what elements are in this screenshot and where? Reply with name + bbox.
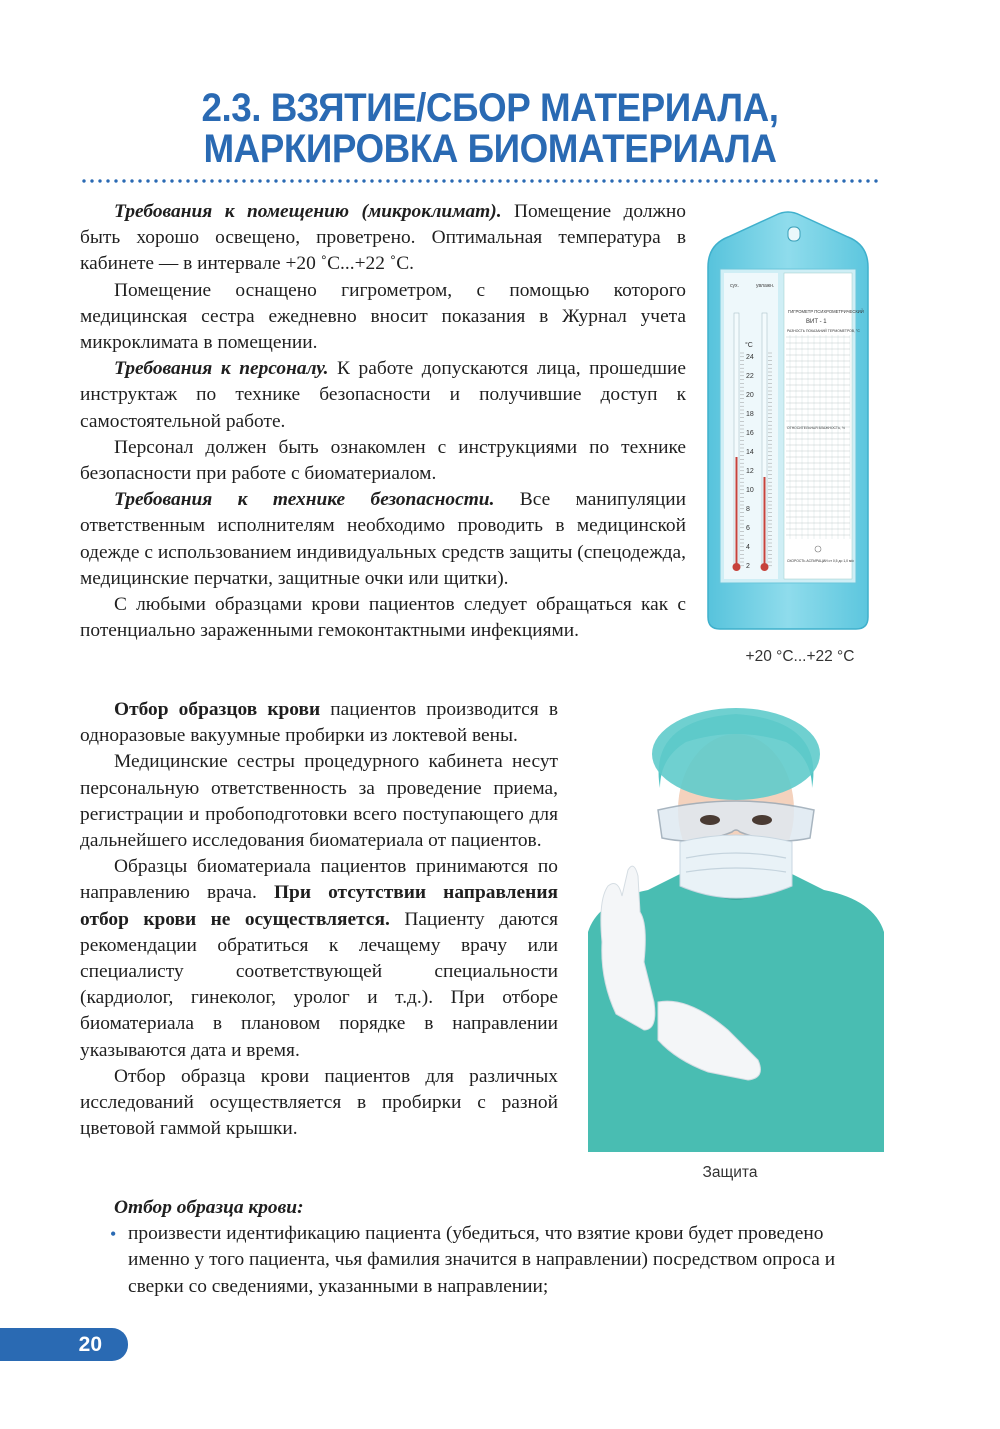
paragraph-blood-handling: С любыми образцами крови пациентов следует обращаться как с потенциально зараженными гемоконтактными инфекциями. [80,594,686,642]
text-referral-start: Образцы биоматериала пациентов принимаются по направлению врача. [80,856,558,904]
hygrometer-panel-title: ГИГРОМЕТР ПСИХРОМЕТРИЧЕСКИЙ [788,309,864,314]
hygrometer-caption: +20 °С...+22 °С [745,648,855,665]
paragraph-nurse-responsibility: Медицинские сестры процедурного кабинета несут персональную ответственность за проведение приема, регистрации и пробоподготовки всего поступающего для дальнейшего исследования биоматериала от пациентов. [80,751,558,852]
bullet-list [80,1221,886,1300]
paragraph-tube-colors: Отбор образца крови пациентов для различных исследований осуществляется в пробирки с разной цветовой гаммой крышки. [80,1065,558,1140]
scale-label: 4 [746,544,750,551]
scale-label: 6 [746,525,750,532]
scale-label: 22 [746,373,754,380]
paragraph-staff-requirements [80,356,686,435]
hygrometer-left-label: сух. [730,283,739,289]
text-room-requirements: Помещение должно быть хорошо освещено, проветрено. Оптимальная температура в кабинете — в интервале +20 ˚С...+22 ˚С. [80,201,686,275]
paragraph-room-requirements [80,199,686,278]
hygrometer-model: ВИТ - 1 [806,319,827,325]
list-item [80,1221,886,1300]
hygrometer-table-header-2: ОТНОСИТЕЛЬНАЯ ВЛАЖНОСТЬ, % [787,426,846,430]
text-staff-requirements: К работе допускаются лица, прошедшие инструктаж по технике безопасности и получившие доступ к самостоятельной работе. [80,358,686,432]
scale-label: 2 [746,563,750,570]
paragraph-referral [80,854,558,1064]
paragraph-safety-requirements [80,487,686,592]
paragraph-staff-instructions: Персонал должен быть ознакомлен с инструкциями по технике безопасности при работе с биоматериалом. [80,436,686,485]
scale-label: 12 [746,468,754,475]
scale-label: 10 [746,487,754,494]
text-safety-requirements: Все манипуляции ответственным исполнителям необходимо проводить в медицинской одежде с использованием индивидуальных средств защиты (спецодежда, медицинские перчатки, защитные очки или щитки). [80,489,686,589]
hygrometer-unit: °С [745,342,753,349]
page-title-line-1: 2.3. ВЗЯТИЕ/СБОР МАТЕРИАЛА, [201,86,779,130]
list-item-text: произвести идентификацию пациента (убедиться, что взятие крови будет проведено именно у того пациента, чья фамилия значится в направлении) посредством опроса и сверки со сведениями, указанными в направлении; [128,1223,836,1297]
subheading-blood-sample [80,1195,886,1221]
lead-staff-requirements: Требования к персоналу. [114,358,329,380]
nurse-protection-image [588,700,884,1152]
text-referral-bold: При отсутствии направления отбор крови не осуществляется. [80,882,558,930]
scale-label: 8 [746,506,750,513]
text-block-middle [80,697,558,1142]
scale-label: 14 [746,449,754,456]
nurse-figure [588,708,884,1152]
dotted-divider [80,178,880,184]
paragraph-blood-sampling [80,697,558,749]
text-block-top [80,199,686,644]
lead-safety-requirements: Требования к технике безопасности. [114,489,495,511]
text-blood-sampling: пациентов производится в одноразовые вакуумные пробирки из локтевой вены. [80,699,558,747]
text-block-bottom [80,1195,886,1300]
page-title-line-2: МАРКИРОВКА БИОМАТЕРИАЛА [203,127,777,171]
hygrometer-image [706,207,870,631]
bullet-dot-icon: • [110,1224,117,1245]
lead-blood-sampling: Отбор образцов крови [114,699,321,720]
scale-label: 18 [746,411,754,418]
scale-label: 20 [746,392,754,399]
nurse-caption: Защита [702,1164,758,1181]
paragraph-hygrometer: Помещение оснащено гигрометром, с помощью которого медицинская сестра ежедневно вносит показания в Журнал учета микроклимата в помещении. [80,279,686,354]
lead-room-requirements: Требования к помещению (микроклимат). [114,201,502,222]
hygrometer-footer: СКОРОСТЬ АСПИРАЦИИ от 0,5 до 1,0 м/с [787,559,854,563]
subheading-blood-sample-text: Отбор образца крови: [114,1197,304,1218]
hygrometer-right-label: увлажн. [756,283,775,289]
text-referral-rest: Пациенту даются рекомендации обратиться к лечащему врачу или специалисту соответствующей специальности (кардиолог, гинеколог, уролог и т.д.). При отборе биоматериала в плановом порядке в направлении указываются дата и время. [80,908,558,1061]
scale-label: 24 [746,354,754,361]
page-number: 20 [0,1328,128,1361]
scale-label: 16 [746,430,754,437]
page-title [177,88,803,170]
hygrometer-table-header-1: РАЗНОСТЬ ПОКАЗАНИЙ ТЕРМОМЕТРОВ, °С [787,329,860,333]
